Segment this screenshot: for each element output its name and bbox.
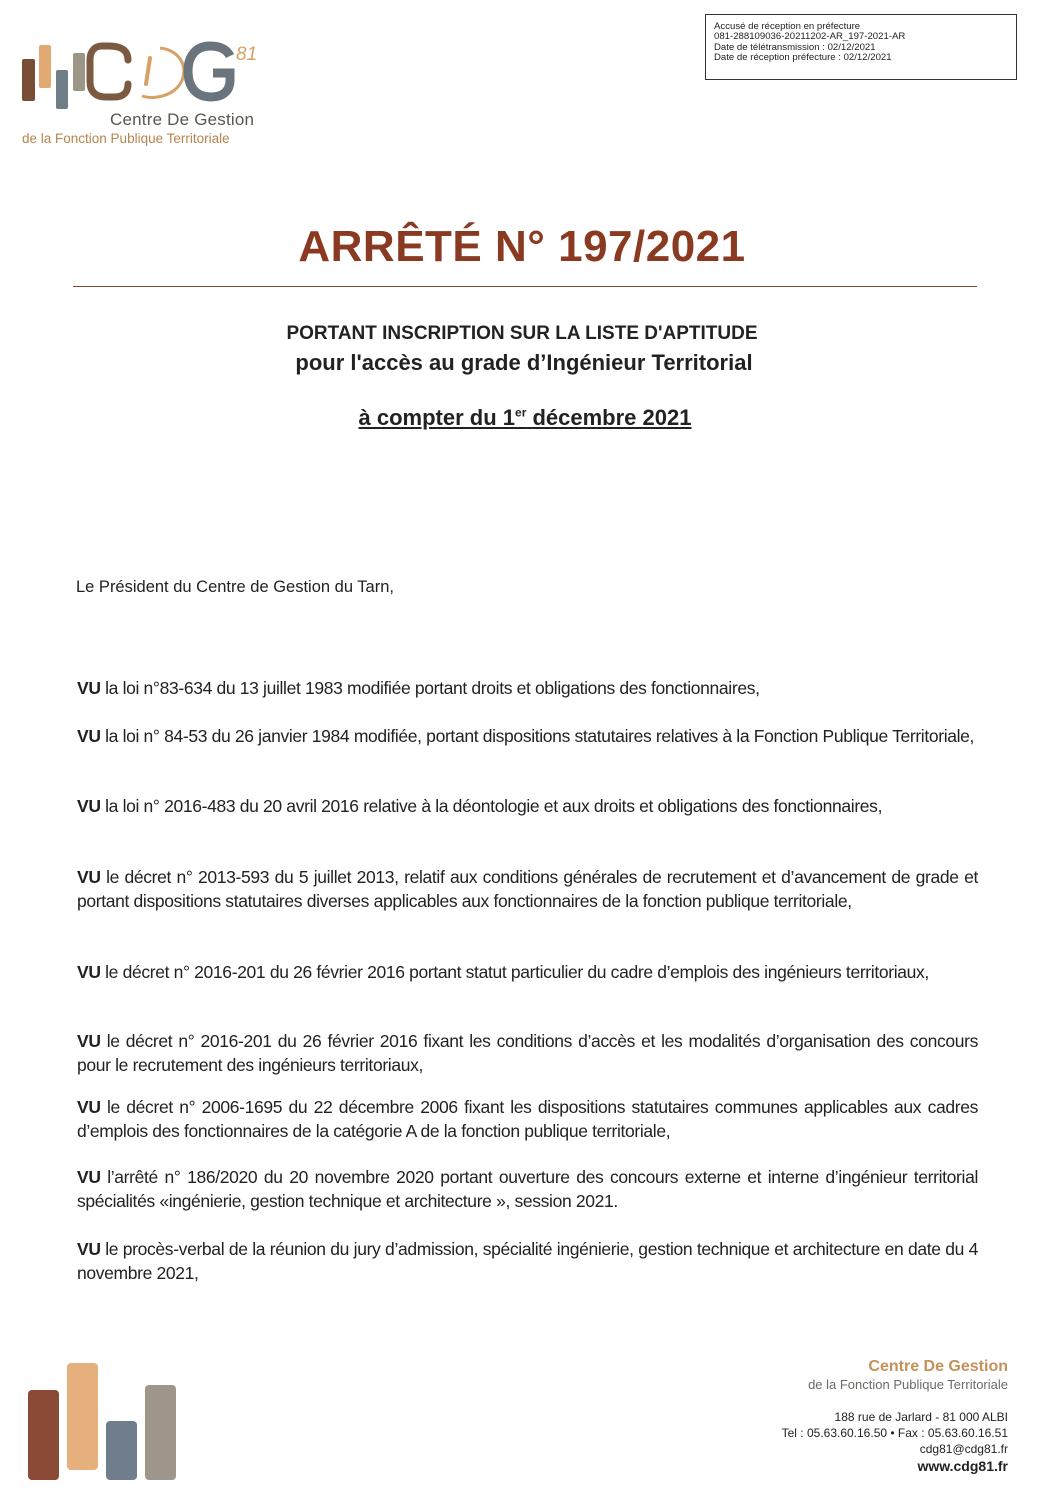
vu-text: l’arrêté n° 186/2020 du 20 novembre 2020 portant ouverture des concours externe et interne d’ingénieur territorial spécialités «ingénierie, gestion technique et architecture », session 2021.: [77, 1167, 978, 1211]
logo-bar: [56, 70, 68, 109]
logo-letter-c: [90, 46, 128, 97]
vu-paragraph: [77, 725, 978, 749]
logo-superscript: 81: [236, 44, 258, 65]
stamp-line: Date de réception préfecture : 02/12/2021: [714, 52, 892, 64]
footer-bar: [106, 1421, 137, 1480]
vu-text: le procès-verbal de la réunion du jury d’admission, spécialité ingénierie, gestion technique et architecture en date du 4 novembre 2021,: [77, 1239, 978, 1283]
document-title: ARRÊTÉ N° 197/2021: [298, 222, 746, 271]
footer-phone-fax: Tel : 05.63.60.16.50 • Fax : 05.63.60.16.51: [781, 1426, 1008, 1440]
vu-paragraph: [77, 866, 978, 913]
footer-bar: [67, 1363, 98, 1470]
footer-bars-graphic: [24, 1360, 184, 1480]
effective-date-sup: er: [515, 405, 527, 420]
logo-bar: [73, 53, 85, 91]
footer-org-subtitle: de la Fonction Publique Territoriale: [808, 1377, 1008, 1392]
stamp-line: 081-288109036-20211202-AR_197-2021-AR: [714, 31, 906, 43]
footer-address: 188 rue de Jarlard - 81 000 ALBI: [834, 1410, 1008, 1424]
vu-paragraph: [77, 1238, 978, 1285]
footer-bar: [145, 1385, 176, 1480]
logo-graphic: [20, 40, 270, 110]
stamp-line: Accusé de réception en préfecture: [714, 21, 861, 32]
vu-paragraph: [77, 1166, 978, 1213]
logo-subtitle: de la Fonction Publique Territoriale: [22, 131, 230, 146]
vu-text: le décret n° 2016-201 du 26 février 2016 portant statut particulier du cadre d’emplois des ingénieurs territoriaux,: [100, 962, 929, 982]
vu-text: la loi n°83-634 du 13 juillet 1983 modifiée portant droits et obligations des fonctionnaires,: [100, 678, 760, 698]
cdg81-logo: [20, 40, 270, 155]
vu-label: VU: [77, 962, 101, 982]
logo-bar: [39, 45, 51, 88]
footer-bar: [28, 1390, 59, 1480]
footer-org-name: Centre De Gestion: [868, 1358, 1008, 1375]
effective-date: [0, 405, 1050, 431]
document-subtitle-grade: pour l'accès au grade d’Ingénieur Territorial: [295, 350, 753, 375]
vu-paragraph: [77, 1030, 978, 1077]
vu-paragraph: [77, 961, 978, 985]
vu-label: VU: [77, 1097, 101, 1117]
title-divider: [73, 286, 977, 287]
vu-text: le décret n° 2006-1695 du 22 décembre 2006 fixant les dispositions statutaires communes applicables aux cadres d’emplois des fonctionnaires de la catégorie A de la fonction publique territoriale,: [77, 1097, 978, 1141]
vu-label: VU: [77, 1031, 101, 1051]
footer-website[interactable]: www.cdg81.fr: [917, 1458, 1008, 1474]
reception-stamp: [705, 14, 1017, 80]
effective-date-suffix: décembre 2021: [526, 405, 692, 430]
vu-label: VU: [77, 1239, 101, 1259]
vu-paragraph: [77, 677, 978, 701]
president-line: Le Président du Centre de Gestion du Tarn,: [76, 578, 394, 596]
footer-email[interactable]: cdg81@cdg81.fr: [919, 1442, 1008, 1456]
vu-paragraph: [77, 1096, 978, 1143]
vu-label: VU: [77, 796, 101, 816]
vu-label: VU: [77, 867, 101, 887]
vu-text: la loi n° 2016-483 du 20 avril 2016 relative à la déontologie et aux droits et obligations des fonctionnaires,: [100, 796, 883, 816]
vu-text: le décret n° 2016-201 du 26 février 2016 fixant les conditions d’accès et les modalités d’organisation des concours pour le recrutement des ingénieurs territoriaux,: [77, 1031, 978, 1075]
vu-label: VU: [77, 1167, 101, 1187]
vu-paragraph: [77, 795, 978, 819]
effective-date-prefix: à compter du 1: [358, 405, 516, 430]
vu-label: VU: [77, 678, 101, 698]
logo-bar: [22, 59, 35, 101]
document-subtitle: PORTANT INSCRIPTION SUR LA LISTE D'APTITUDE: [286, 323, 758, 344]
vu-text: la loi n° 84-53 du 26 janvier 1984 modifiée, portant dispositions statutaires relatives à la Fonction Publique Territoriale,: [100, 726, 975, 746]
vu-label: VU: [77, 726, 101, 746]
stamp-line: Date de télétransmission : 02/12/2021: [714, 41, 876, 53]
logo-name: Centre De Gestion: [110, 110, 255, 129]
logo-letter-g: [188, 46, 230, 97]
vu-text: le décret n° 2013-593 du 5 juillet 2013, relatif aux conditions générales de recrutement et d’avancement de grade et portant dispositions statutaires diverses applicables aux fonctionnaires de la fonction publique territoriale,: [77, 867, 978, 911]
